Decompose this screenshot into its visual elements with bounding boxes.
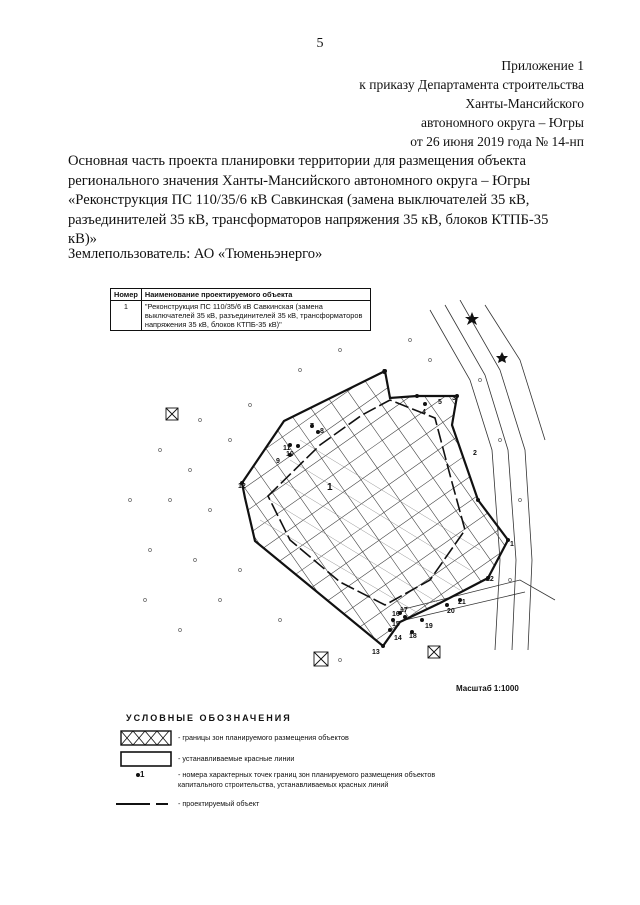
point-label: 19 [425,623,433,630]
title-line: кВ)» [68,231,97,247]
table-header-num: Номер [111,289,142,301]
point-label: 5 [438,399,442,406]
point-label: 7 [310,423,314,430]
appendix-line: Ханты-Мансийского [465,96,584,111]
point-label: 13 [372,649,380,656]
appendix-line: автономного округа – Югры [421,115,584,130]
point-label: 11 [283,445,291,452]
appendix-block [264,56,584,151]
point-label: 20 [447,608,455,615]
point-label: 21 [458,599,466,606]
boundary-points [240,369,510,648]
zone-label: 1 [327,482,333,493]
point-label: 15 [392,621,400,628]
appendix-line: к приказу Департамента строительства [359,77,584,92]
point-label: 12 [238,483,246,490]
point-label: 3 [452,395,456,402]
title-line: регионального значения Ханты-Мансийского автономного округа – Югры [68,172,531,189]
point-label: 17 [400,607,408,614]
title-line: Основная часть проекта планировки территории для размещения объекта [68,153,526,169]
zone-boundary-symbol [120,730,172,746]
document-title [68,152,588,250]
point-label: 1 [510,541,514,548]
legend-text: - проектируемый объект [178,799,260,808]
appendix-line: Приложение 1 [501,58,584,73]
land-user: Землепользователь: АО «Тюменьэнерго» [68,246,323,262]
title-line: разъединителей 35 кВ, трансформаторов напряжения 35 кВ, блоков КТПБ-35 [68,211,549,228]
legend-title: УСЛОВНЫЕ ОБОЗНАЧЕНИЯ [126,713,292,723]
point-label: 14 [394,635,402,642]
legend-text: капитального строительства, устанавливаемых красных линий [178,780,389,789]
point-label: 9 [276,458,280,465]
legend-text: - границы зон планируемого размещения объектов [178,733,349,742]
table-row [111,301,371,331]
table-cell-name: "Реконструкция ПС 110/35/6 кВ Савкинская (замена выключателей 35 кВ, разъединителей 35 кВ, трансформаторов напряжения 35 кВ, блоков КТПБ-35 кВ)" [141,301,370,331]
projected-object-symbol [114,799,170,809]
point-label: 10 [286,451,294,458]
title-line: «Реконструкция ПС 110/35/6 кВ Савкинская (замена выключателей 35 кВ, [68,192,530,208]
point-label: 8 [320,428,324,435]
point-label: 4 [422,409,426,416]
map-scale: Масштаб 1:1000 [456,684,519,693]
point-label: 2 [473,450,477,457]
table-header-name: Наименование проектируемого объекта [141,289,370,301]
page-number: 5 [316,36,324,51]
point-label: 6 [382,369,386,376]
table-cell-num: 1 [111,301,142,331]
object-table [110,288,371,331]
star-icon [465,312,508,363]
point-label: 22 [486,576,494,583]
red-line-symbol [120,751,172,767]
planning-map [100,300,560,690]
point-label: 16 [392,611,400,618]
road-lines [400,300,555,650]
terrain-marks [129,339,522,662]
appendix-line: от 26 июня 2019 года № 14-нп [410,134,584,149]
legend-text: - устанавливаемые красные линии [178,754,295,763]
legend-point-number: 1 [140,770,145,779]
point-label: 18 [409,633,417,640]
legend-text: - номера характерных точек границ зон планируемого размещения объектов [178,770,436,779]
table-header-row [111,289,371,301]
